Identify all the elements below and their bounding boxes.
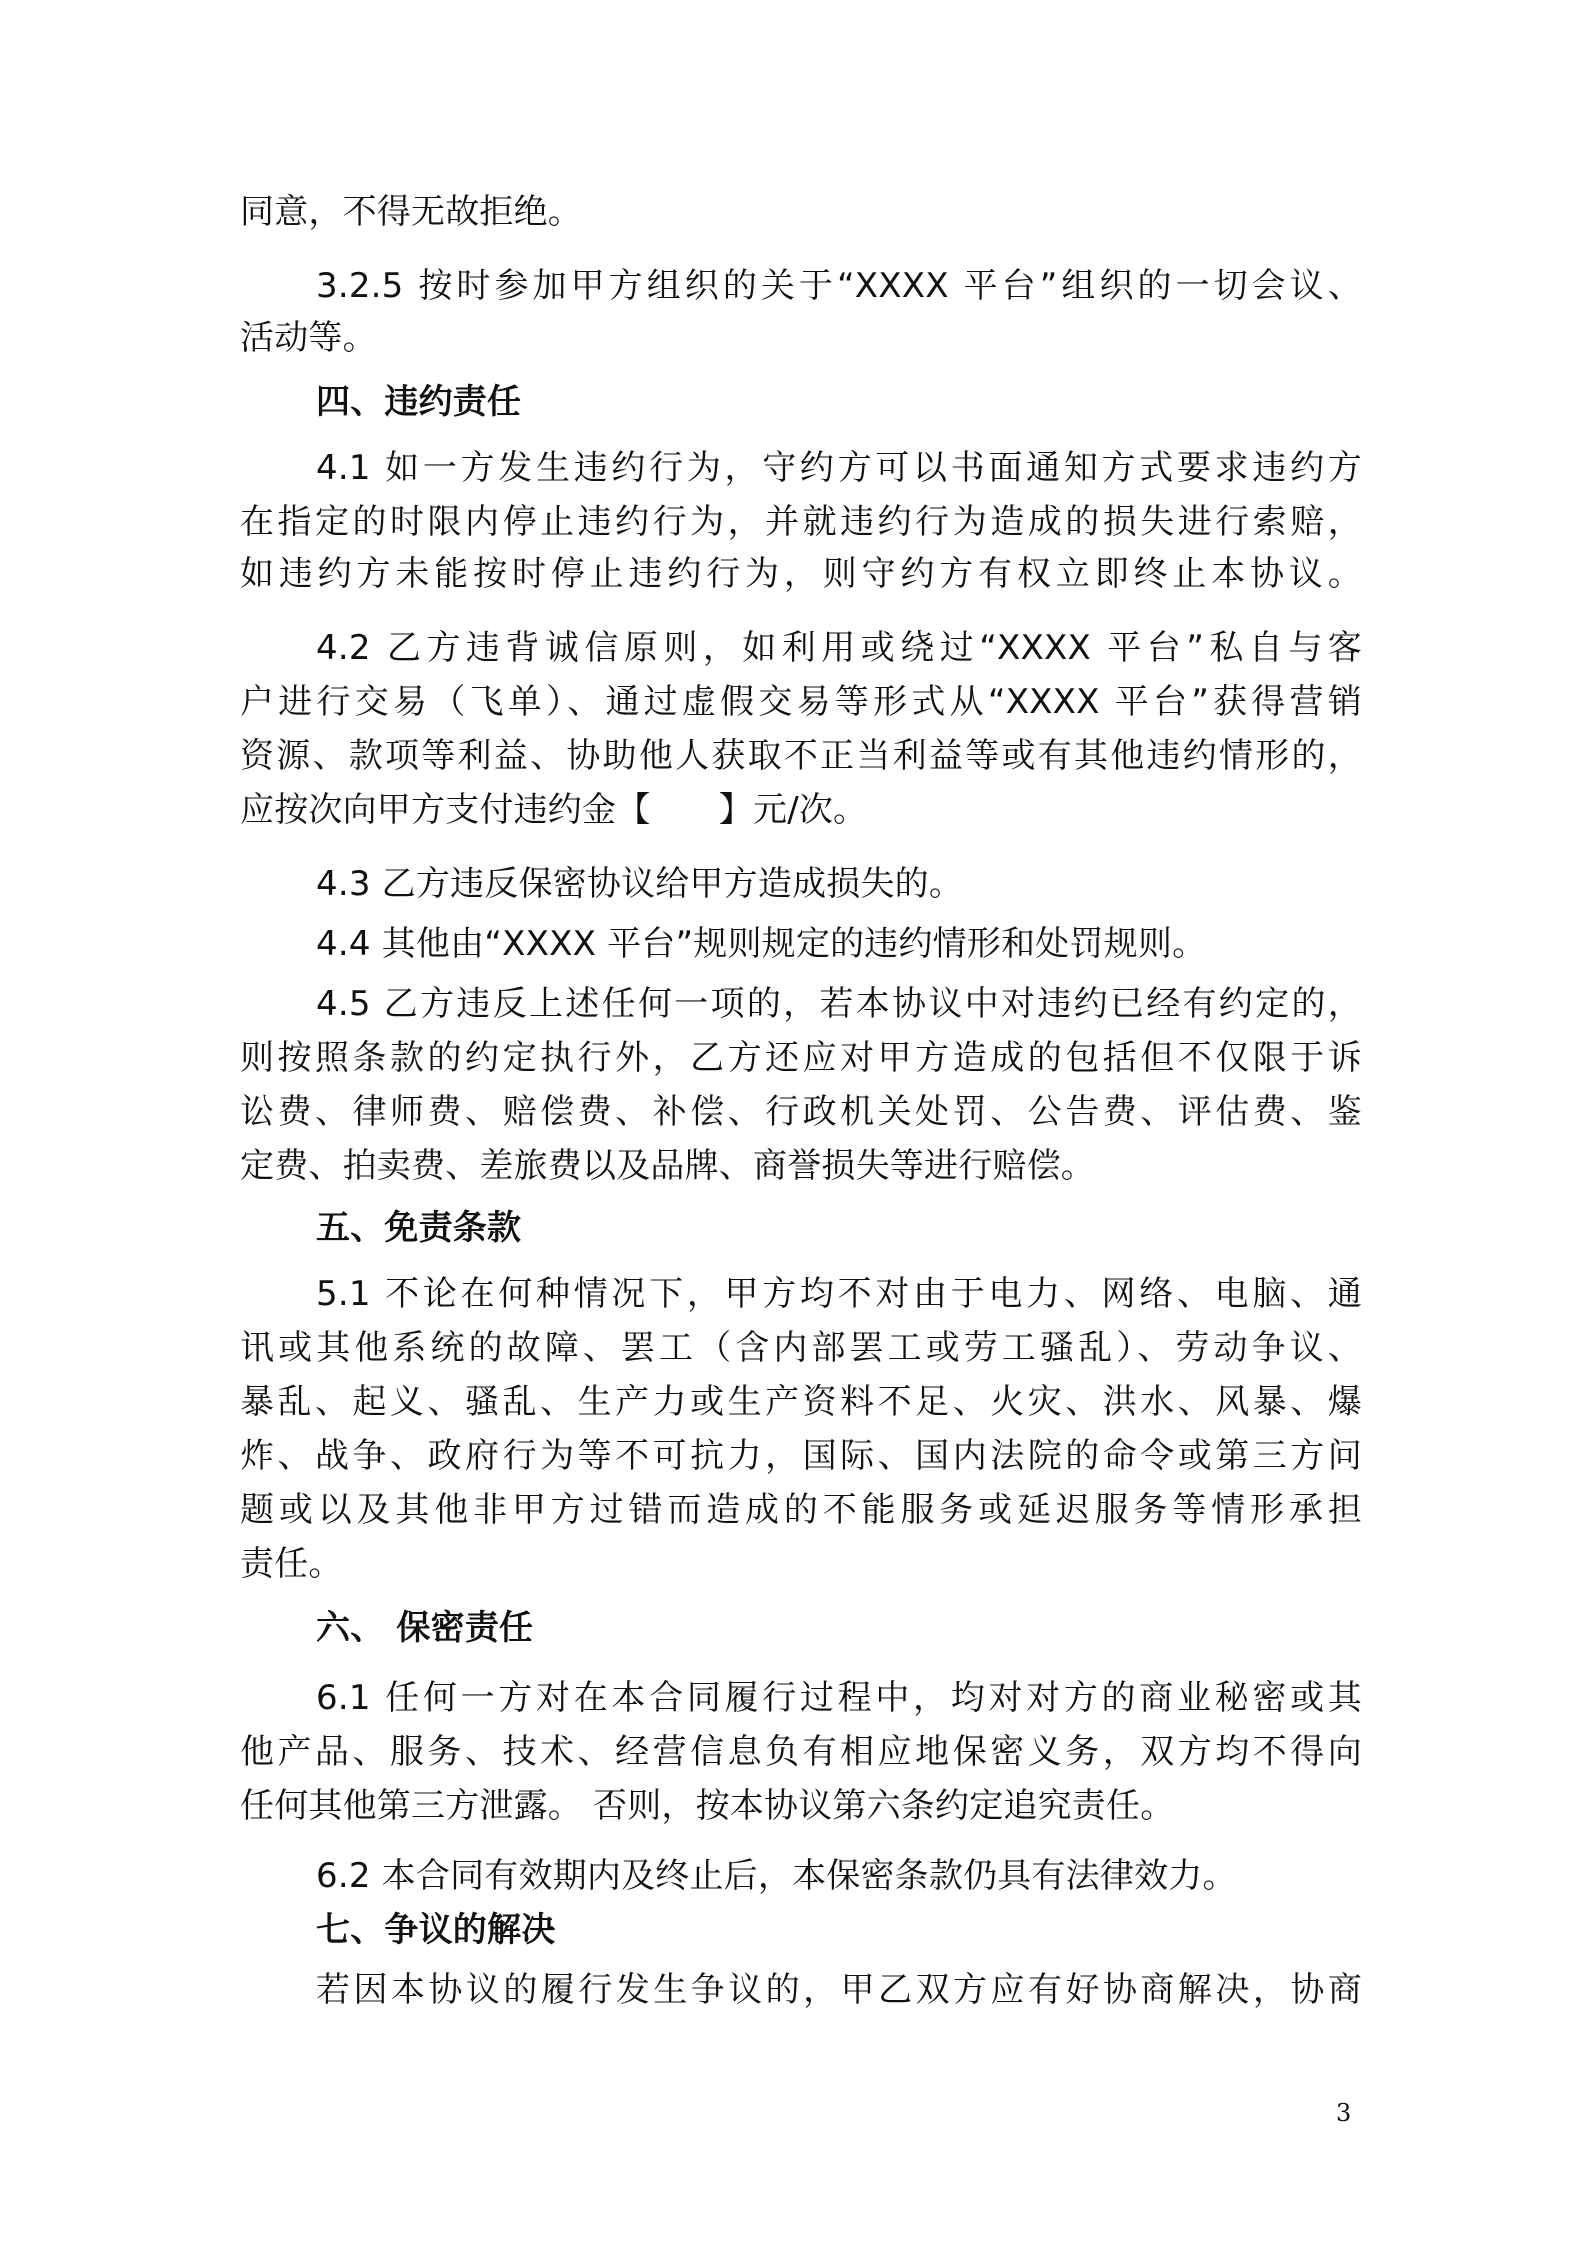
- text-line: 户进行交易（飞单）、通过虚假交易等形式从“XXXX 平台”获得营销: [240, 682, 1362, 722]
- text-line: 活动等。: [240, 318, 377, 358]
- clause-4-2: 4.2 乙方违背诚信原则，如利用或绕过“XXXX 平台”私自与客: [316, 628, 1362, 668]
- page-number: 3: [1336, 2099, 1352, 2127]
- section-heading-7: 七、争议的解决: [316, 1910, 556, 1950]
- text-line: 题或以及其他非甲方过错而造成的不能服务或延迟服务等情形承担: [240, 1490, 1362, 1530]
- text-line: 如违约方未能按时停止违约行为，则守约方有权立即终止本协议。: [240, 554, 1362, 594]
- text-line: 任何其他第三方泄露。 否则，按本协议第六条约定追究责任。: [240, 1786, 1175, 1826]
- text-line: 在指定的时限内停止违约行为，并就违约行为造成的损失进行索赔，: [240, 502, 1362, 542]
- text-line: 他产品、服务、技术、经营信息负有相应地保密义务，双方均不得向: [240, 1732, 1362, 1772]
- text-line: 讼费、律师费、赔偿费、补偿、行政机关处罚、公告费、评估费、鉴: [240, 1092, 1362, 1132]
- clause-4-1: 4.1 如一方发生违约行为，守约方可以书面通知方式要求违约方: [316, 448, 1362, 488]
- text-line: 责任。: [240, 1544, 343, 1584]
- clause-5-1: 5.1 不论在何种情况下，甲方均不对由于电力、网络、电脑、通: [316, 1274, 1362, 1314]
- text-line: 应按次向甲方支付违约金【 】元/次。: [240, 790, 868, 830]
- dispute-clause: 若因本协议的履行发生争议的，甲乙双方应有好协商解决，协商: [316, 1970, 1362, 2010]
- clause-4-5: 4.5 乙方违反上述任何一项的，若本协议中对违约已经有约定的，: [316, 984, 1362, 1024]
- text-line: 同意，不得无故拒绝。: [240, 192, 582, 232]
- text-line: 资源、款项等利益、协助他人获取不正当利益等或有其他违约情形的，: [240, 736, 1362, 776]
- text-line: 讯或其他系统的故障、罢工（含内部罢工或劳工骚乱）、劳动争议、: [240, 1328, 1362, 1368]
- section-heading-5: 五、免责条款: [316, 1208, 522, 1248]
- clause-6-1: 6.1 任何一方对在本合同履行过程中，均对对方的商业秘密或其: [316, 1678, 1362, 1718]
- clause-3-2-5: 3.2.5 按时参加甲方组织的关于“XXXX 平台”组织的一切会议、: [316, 266, 1362, 306]
- section-heading-6: 六、 保密责任: [316, 1608, 534, 1648]
- text-line: 炸、战争、政府行为等不可抗力，国际、国内法院的命令或第三方问: [240, 1436, 1362, 1476]
- text-line: 暴乱、起义、骚乱、生产力或生产资料不足、火灾、洪水、风暴、爆: [240, 1382, 1362, 1422]
- clause-4-3: 4.3 乙方违反保密协议给甲方造成损失的。: [316, 864, 964, 904]
- clause-4-4: 4.4 其他由“XXXX 平台”规则规定的违约情形和处罚规则。: [316, 924, 1207, 964]
- clause-6-2: 6.2 本合同有效期内及终止后，本保密条款仍具有法律效力。: [316, 1856, 1237, 1896]
- text-line: 定费、拍卖费、差旅费以及品牌、商誉损失等进行赔偿。: [240, 1146, 1095, 1186]
- section-heading-4: 四、违约责任: [316, 382, 522, 422]
- text-line: 则按照条款的约定执行外，乙方还应对甲方造成的包括但不仅限于诉: [240, 1038, 1362, 1078]
